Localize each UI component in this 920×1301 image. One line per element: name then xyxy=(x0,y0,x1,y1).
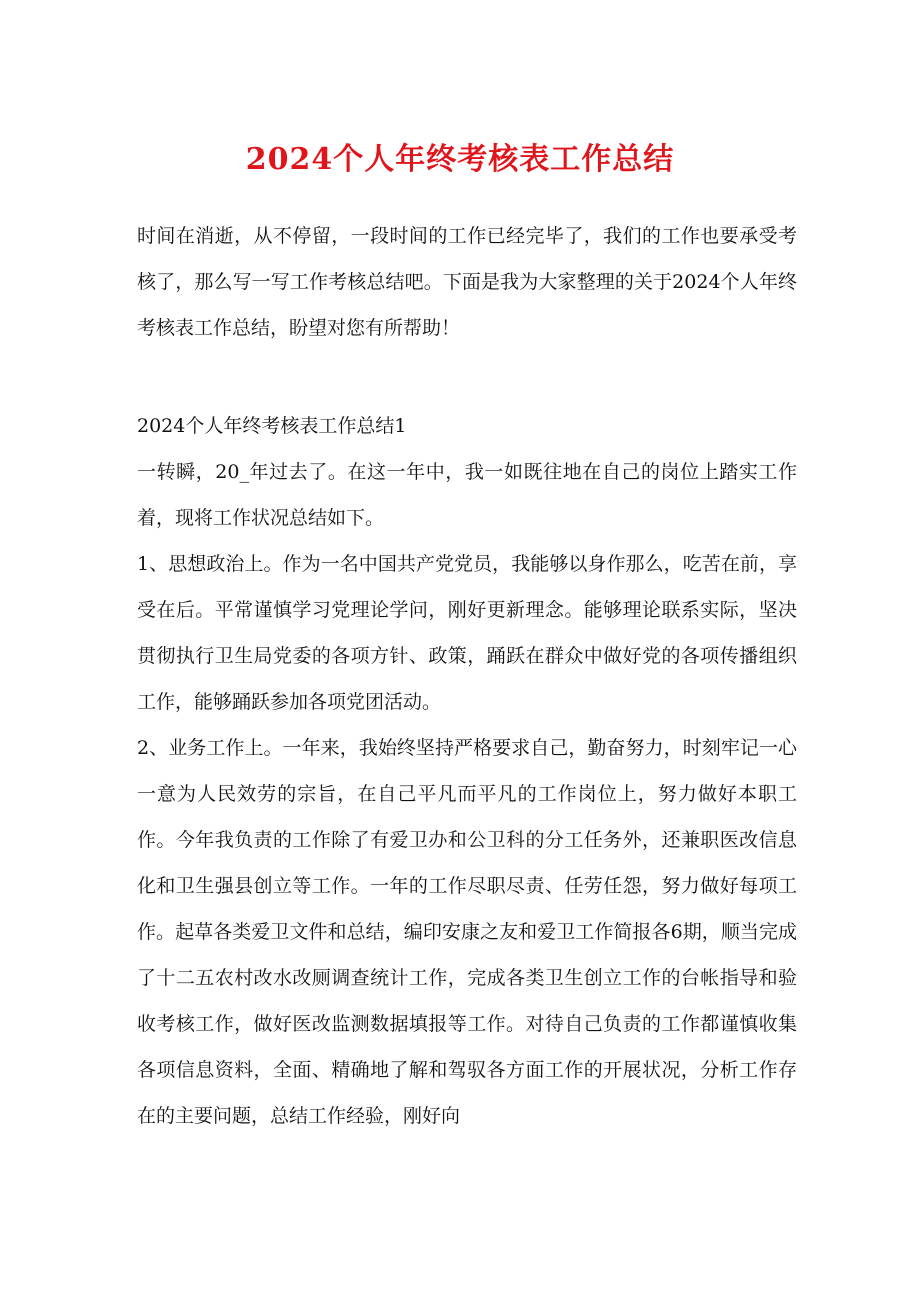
intro-text: 时间在消逝，从不停留，一段时间的工作已经完毕了，我们的工作也要承受考核了，那么写一写工作考核总结吧。下面是我为大家整理的关于2024个人年终考核表工作总结，盼望对您有所帮助！ xyxy=(137,225,797,339)
body-paragraph: 2、业务工作上。一年来，我始终坚持严格要求自己，勤奋努力，时刻牢记一心一意为人民效劳的宗旨，在自己平凡而平凡的工作岗位上，努力做好本职工作。今年我负责的工作除了有爱卫办和公卫科的分工任务外，还兼职医改信息化和卫生强县创立等工作。一年的工作尽职尽责、任劳任怨，努力做好每项工作。起草各类爱卫文件和总结，编印安康之友和爱卫工作简报各6期，顺当完成了十二五农村改水改厕调查统计工作，完成各类卫生创立工作的台帐指导和验收考核工作，做好医改监测数据填报等工作。对待自己负责的工作都谨慎收集各项信息资料，全面、精确地了解和驾驭各方面工作的开展状况，分析工作存在的主要问题，总结工作经验，刚好向 xyxy=(137,737,797,1127)
body-paragraph: 1、思想政治上。作为一名中国共产党党员，我能够以身作那么，吃苦在前，享受在后。平常谨慎学习党理论学问，刚好更新理念。能够理论联系实际，坚决贯彻执行卫生局党委的各项方针、政策，踊跃在群众中做好党的各项传播组织工作，能够踊跃参加各项党团活动。 xyxy=(137,553,797,713)
document-body xyxy=(137,403,797,1139)
body-paragraph: 一转瞬，20_年过去了。在这一年中，我一如既往地在自己的岗位上踏实工作着，现将工作状况总结如下。 xyxy=(137,461,797,529)
section-heading: 2024个人年终考核表工作总结1 xyxy=(137,415,407,437)
document-title: 2024个人年终考核表工作总结 xyxy=(245,142,675,177)
intro-paragraph xyxy=(137,213,797,351)
